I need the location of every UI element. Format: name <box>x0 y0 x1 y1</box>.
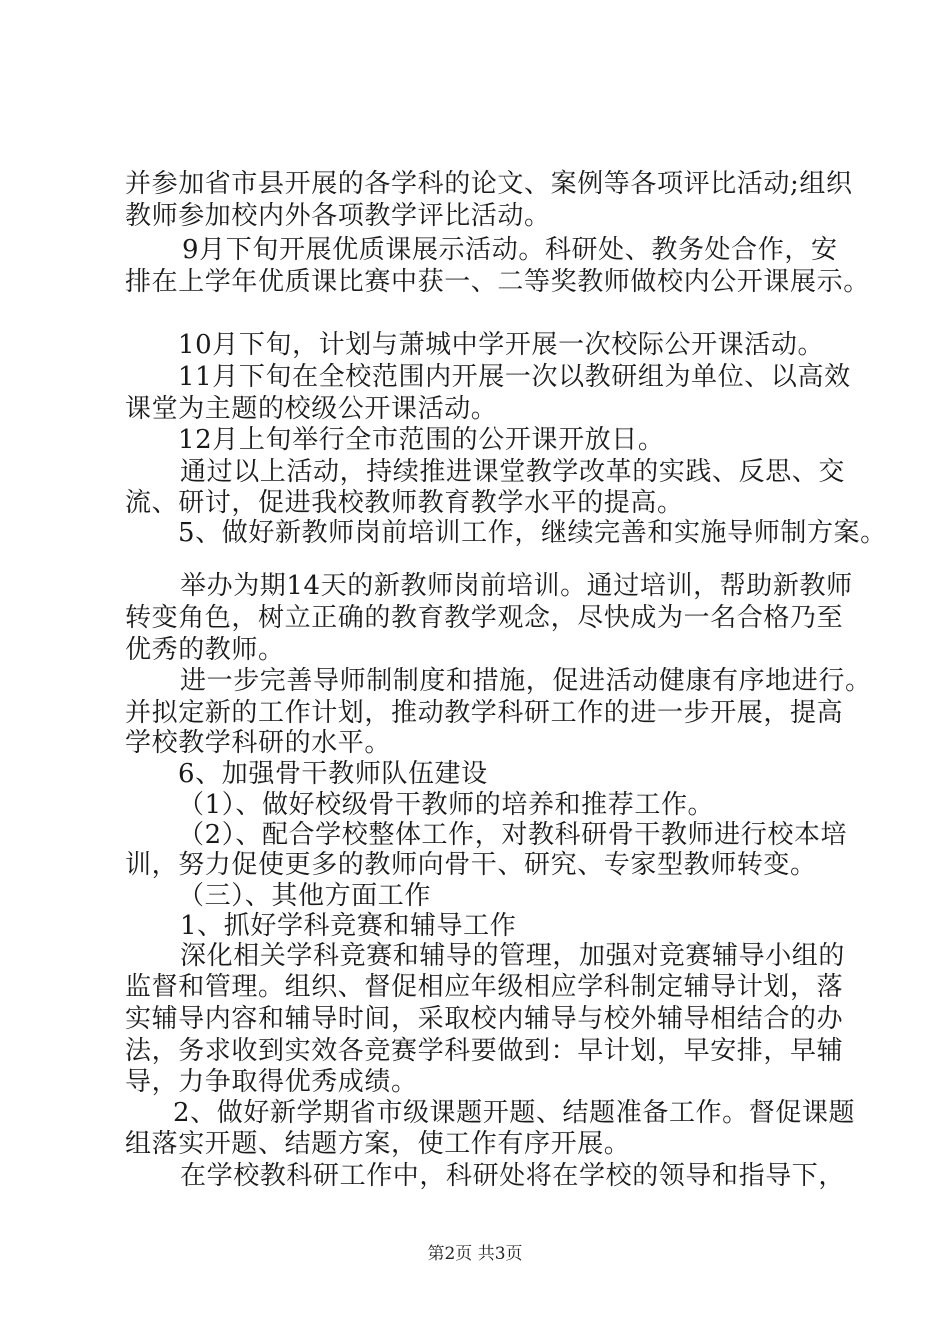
text-line: 5、做好新教师岗前培训工作，继续完善和实施导师制方案。 <box>178 518 887 548</box>
text-line: （三）、其他方面工作 <box>178 881 432 911</box>
text-line: 9月下旬开展优质课展示活动。科研处、教务处合作，安 <box>182 235 838 265</box>
text-line: 6、加强骨干教师队伍建设 <box>178 759 488 789</box>
text-line: 法，务求收到实效各竞赛学科要做到：早计划，早安排，早辅 <box>125 1036 844 1066</box>
text-line: （2）、配合学校整体工作，对教科研骨干教师进行校本培 <box>178 820 848 850</box>
text-line: 优秀的教师。 <box>125 635 285 665</box>
text-line: 训，努力促使更多的教师向骨干、研究、专家型教师转变。 <box>125 850 817 880</box>
text-line: 深化相关学科竞赛和辅导的管理，加强对竞赛辅导小组的 <box>180 941 846 971</box>
text-line: 教师参加校内外各项教学评比活动。 <box>125 201 551 231</box>
text-line: 2、做好新学期省市级课题开题、结题准备工作。督促课题 <box>173 1098 856 1128</box>
text-line: 课堂为主题的校级公开课活动。 <box>125 394 498 424</box>
text-line: 10月下旬，计划与萧城中学开展一次校际公开课活动。 <box>178 330 825 360</box>
text-line: 转变角色，树立正确的教育教学观念，尽快成为一名合格乃至 <box>125 603 844 633</box>
text-line: 排在上学年优质课比赛中获一、二等奖教师做校内公开课展示。 <box>125 267 870 297</box>
text-line: 12月上旬举行全市范围的公开课开放日。 <box>178 425 665 455</box>
text-line: 在学校教科研工作中，科研处将在学校的领导和指导下， <box>180 1161 846 1191</box>
text-line: 监督和管理。组织、督促相应年级相应学科制定辅导计划，落 <box>125 972 844 1002</box>
text-line: 组落实开题、结题方案，使工作有序开展。 <box>125 1129 631 1159</box>
text-line: 举办为期14天的新教师岗前培训。通过培训，帮助新教师 <box>180 571 853 601</box>
text-line: 学校教学科研的水平。 <box>125 728 392 758</box>
text-line: 通过以上活动，持续推进课堂教学改革的实践、反思、交 <box>180 457 846 487</box>
text-line: 并拟定新的工作计划，推动教学科研工作的进一步开展，提高 <box>125 698 844 728</box>
text-line: （1）、做好校级骨干教师的培养和推荐工作。 <box>178 790 715 820</box>
text-line: 进一步完善导师制制度和措施，促进活动健康有序地进行。 <box>180 666 872 696</box>
text-line: 并参加省市县开展的各学科的论文、案例等各项评比活动;组织 <box>125 169 853 199</box>
text-line: 11月下旬在全校范围内开展一次以教研组为单位、以高效 <box>178 362 851 392</box>
text-line: 导，力争取得优秀成绩。 <box>125 1067 418 1097</box>
page-footer: 第2页 共3页 <box>427 1244 523 1264</box>
text-line: 实辅导内容和辅导时间，采取校内辅导与校外辅导相结合的办 <box>125 1004 844 1034</box>
text-line: 流、研讨，促进我校教师教育教学水平的提高。 <box>125 488 684 518</box>
text-line: 1、抓好学科竞赛和辅导工作 <box>180 911 517 941</box>
